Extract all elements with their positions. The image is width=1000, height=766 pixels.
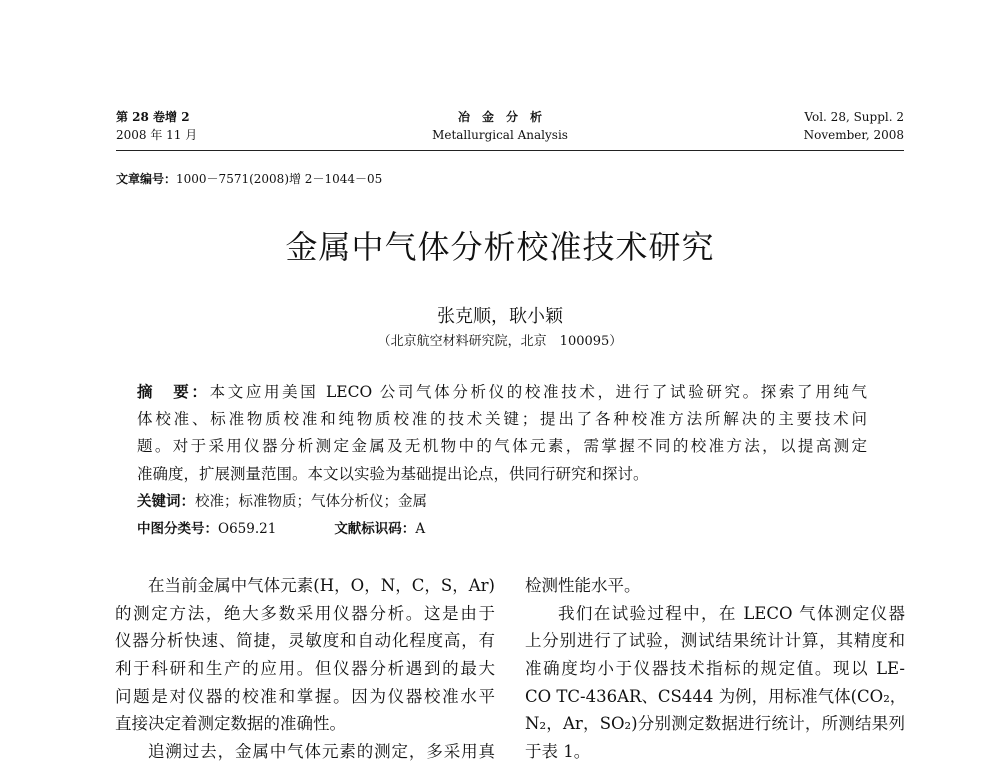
body-line: N₂，Ar，SO₂)分别测定数据进行统计，所测结果列	[525, 714, 905, 734]
publication-date-en: November, 2008	[803, 128, 904, 142]
clc-label: 中图分类号：	[137, 521, 218, 537]
body-line: 上分别进行了试验，测试结果统计计算，其精度和	[525, 631, 905, 651]
keywords-label: 关键词：	[137, 493, 195, 510]
body-line: 检测性能水平。	[525, 576, 641, 595]
keywords-value: 校准；标准物质；气体分析仪；金属	[195, 494, 427, 510]
abstract-line: 题。对于采用仪器分析测定金属及无机物中的气体元素，需掌握不同的校准方法，以提高测定	[137, 437, 867, 456]
article-number	[116, 170, 382, 187]
body-line: 直接决定着测定数据的准确性。	[115, 714, 346, 734]
volume-issue-en: Vol. 28, Suppl. 2	[804, 110, 904, 124]
body-line: 准确度均小于仪器技术指标的规定值。现以 LE-	[525, 659, 905, 679]
journal-name-cn: 冶 金 分 析	[457, 110, 542, 124]
classification	[137, 517, 425, 537]
clc-value: O659.21	[218, 521, 277, 537]
paper-title: 金属中气体分析校准技术研究	[285, 228, 715, 266]
header-rule	[116, 150, 904, 151]
body-line: CO TC-436AR、CS444 为例，用标准气体(CO₂，	[525, 686, 907, 706]
body-line: 在当前金属中气体元素(H，O，N，C，S，Ar)	[148, 576, 495, 595]
article-number-label: 文章编号：	[116, 172, 177, 186]
affiliation: （北京航空材料研究院，北京 100095）	[377, 334, 623, 349]
abstract-line: 体校准、标准物质校准和纯物质校准的技术关键；提出了各种校准方法所解决的主要技术问	[137, 409, 867, 428]
body-line: 追溯过去，金属中气体元素的测定，多采用真	[148, 742, 495, 762]
publication-date: 2008 年 11 月	[116, 128, 198, 142]
doc-code-label: 文献标识码：	[334, 521, 416, 537]
body-line: 我们在试验过程中，在 LECO 气体测定仪器	[558, 603, 905, 623]
article-number-value: 1000－7571(2008)增 2－1044－05	[176, 172, 383, 186]
body-column-right	[525, 572, 905, 766]
body-line: 于表 1。	[525, 742, 591, 762]
authors: 张克顺，耿小颖	[437, 306, 563, 327]
body-line: 问题是对仪器的校准和掌握。因为仪器校准水平	[115, 686, 495, 706]
body-line: 的测定方法，绝大多数采用仪器分析。这是由于	[115, 603, 495, 623]
body-line: 仪器分析快速、简捷，灵敏度和自动化程度高，有	[115, 631, 495, 651]
journal-volume-info-en	[804, 108, 904, 144]
abstract-label: 摘 要：	[137, 382, 210, 401]
abstract-line: 准确度，扩展测量范围。本文以实验为基础提出论点，供同行研究和探讨。	[137, 465, 649, 484]
body-column-left	[115, 572, 495, 766]
body-line: 利于科研和生产的应用。但仪器分析遇到的最大	[115, 659, 495, 679]
keywords	[137, 490, 427, 511]
volume-issue: 第 28 卷增 2	[116, 110, 190, 124]
abstract-line: 摘 要：本文应用美国 LECO 公司气体分析仪的校准技术，进行了试验研究。探索了用纯气	[137, 382, 867, 401]
doc-code-value: A	[415, 521, 426, 537]
abstract	[137, 378, 867, 489]
journal-name-en: Metallurgical Analysis	[432, 128, 568, 142]
